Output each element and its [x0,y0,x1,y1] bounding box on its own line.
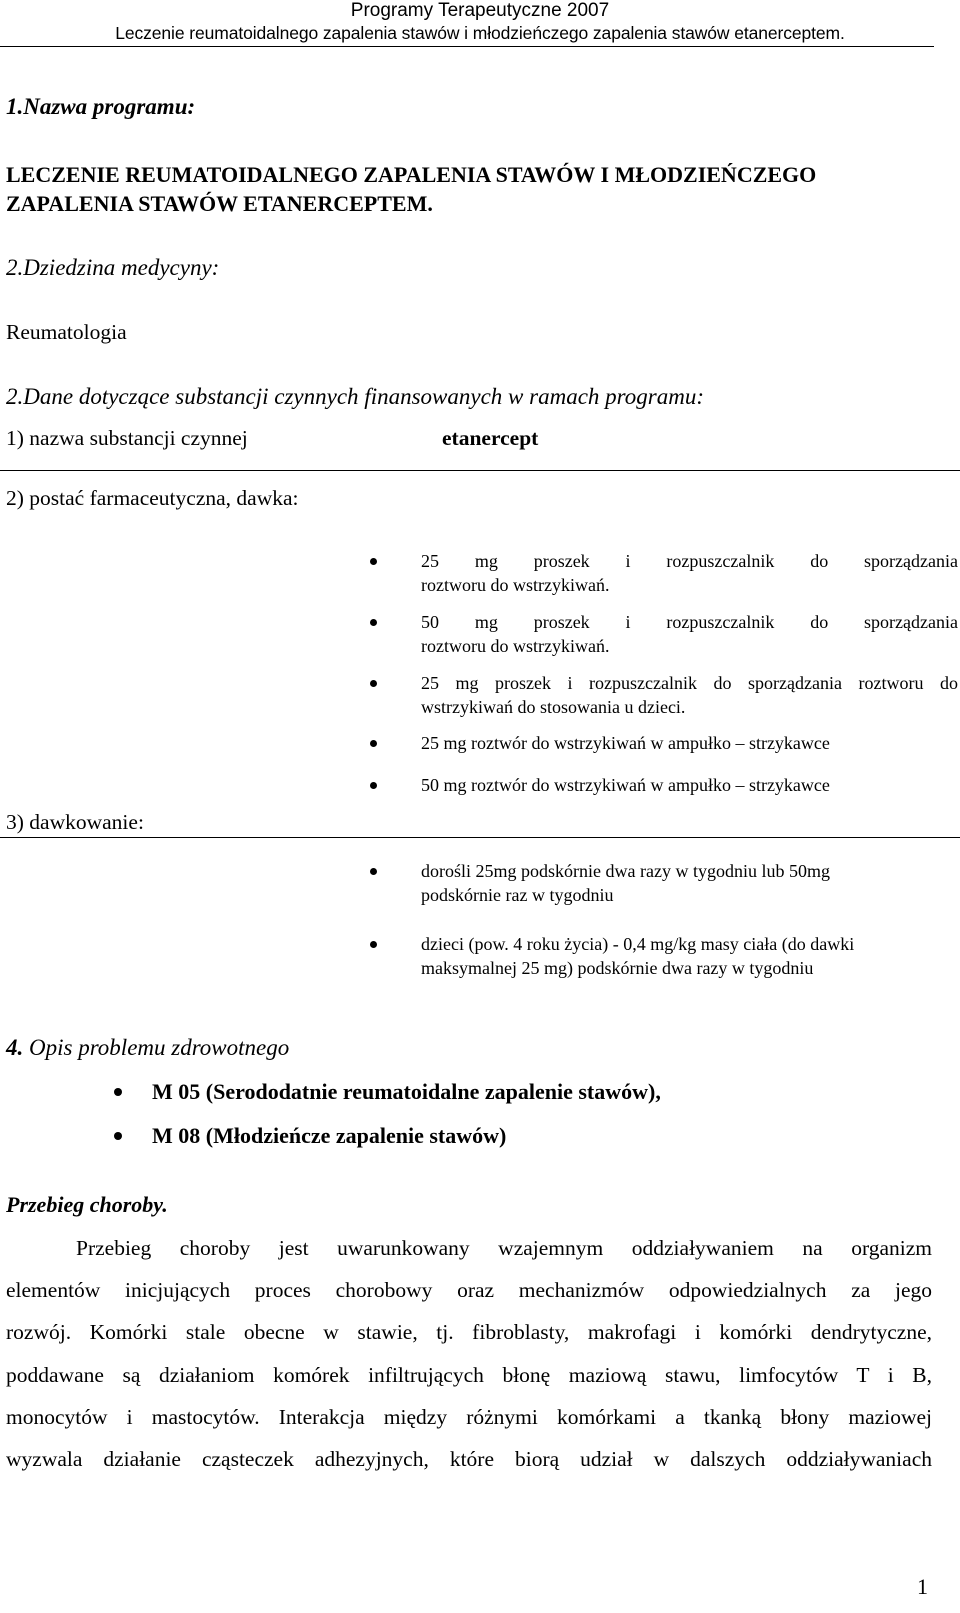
bullet-icon [114,1088,122,1096]
bullet-icon [370,868,377,875]
program-name-line-2: ZAPALENIA STAWÓW ETANERCEPTEM. [6,191,433,216]
section-1-title: 1.Nazwa programu: [6,94,196,119]
running-header-title: Programy Terapeutyczne 2007 [350,0,610,21]
bullet-icon [370,680,377,687]
paragraph-line: monocytów i mastocytów. Interakcja między różnymi komórkami a tkanką błony maziowej [6,1404,932,1429]
section-4-title: 4. Opis problemu zdrowotnego [6,1035,290,1060]
bullet-icon [370,941,377,948]
paragraph-line: poddawane są działaniom komórek infiltrujących błonę maziową stawu, limfocytów T i B, [6,1362,932,1387]
form-item-4: 25 mg roztwór do wstrzykiwań w ampułko – strzykawce [386,731,958,755]
disease-course-heading: Przebieg choroby. [6,1192,168,1217]
table-divider [0,837,960,838]
disease-course-paragraph [6,1227,932,1480]
section-2-title: 2.Dziedzina medycyny: [6,255,220,280]
form-item-5: 50 mg roztwór do wstrzykiwań w ampułko – strzykawce [386,773,958,797]
dosage-item-adults: dorośli 25mg podskórnie dwa razy w tygodniu lub 50mg podskórnie raz w tygodniu [386,859,958,907]
form-label: 2) postać farmaceutyczna, dawka: [6,486,299,510]
bullet-icon [370,558,377,565]
bullet-icon [370,782,377,789]
program-name-line-1: LECZENIE REUMATOIDALNEGO ZAPALENIA STAWÓW I MŁODZIEŃCZEGO [6,162,817,187]
section-3-title: 2.Dane dotyczące substancji czynnych finansowanych w ramach programu: [6,384,704,409]
running-header-subtitle: Leczenie reumatoidalnego zapalenia stawów i młodzieńczego zapalenia stawów etanerceptem. [115,23,845,43]
bullet-icon [114,1132,122,1140]
paragraph-line: Przebieg choroby jest uwarunkowany wzajemnym oddziaływaniem na organizm [76,1236,932,1260]
form-item-1: 25 mg proszek i rozpuszczalnik do sporządzania roztworu do wstrzykiwań. [386,549,958,597]
substance-value: etanercept [442,426,539,450]
paragraph-line: rozwój. Komórki stale obecne w stawie, tj. fibroblasty, makrofagi i komórki dendrytyczne, [6,1320,932,1345]
table-divider [0,470,960,471]
dosage-item-children: dzieci (pow. 4 roku życia) - 0,4 mg/kg masy ciała (do dawki maksymalnej 25 mg) podskórnie dwa razy w tygodniu [386,932,958,980]
substance-label: 1) nazwa substancji czynnej [6,426,248,450]
form-item-3: 25 mg proszek i rozpuszczalnik do sporządzania roztworu do wstrzykiwań do stosowania u dzieci. [386,671,958,719]
form-item-2: 50 mg proszek i rozpuszczalnik do sporządzania roztworu do wstrzykiwań. [386,610,958,658]
page-number: 1 [917,1574,928,1599]
paragraph-line: wyzwala działanie cząsteczek adhezyjnych, które biorą udział w dalszych oddziaływaniach [6,1447,932,1472]
dosage-label: 3) dawkowanie: [6,810,144,834]
medical-field-value: Reumatologia [6,320,127,344]
header-divider [0,46,934,47]
icd-item-m08: M 08 (Młodzieńcze zapalenie stawów) [132,1122,506,1150]
paragraph-line: elementów inicjujących proces chorobowy oraz mechanizmów odpowiedzialnych za jego [6,1278,932,1303]
bullet-icon [370,740,377,747]
icd-item-m05: M 05 (Serododatnie reumatoidalne zapalenie stawów), [132,1078,661,1106]
bullet-icon [370,619,377,626]
